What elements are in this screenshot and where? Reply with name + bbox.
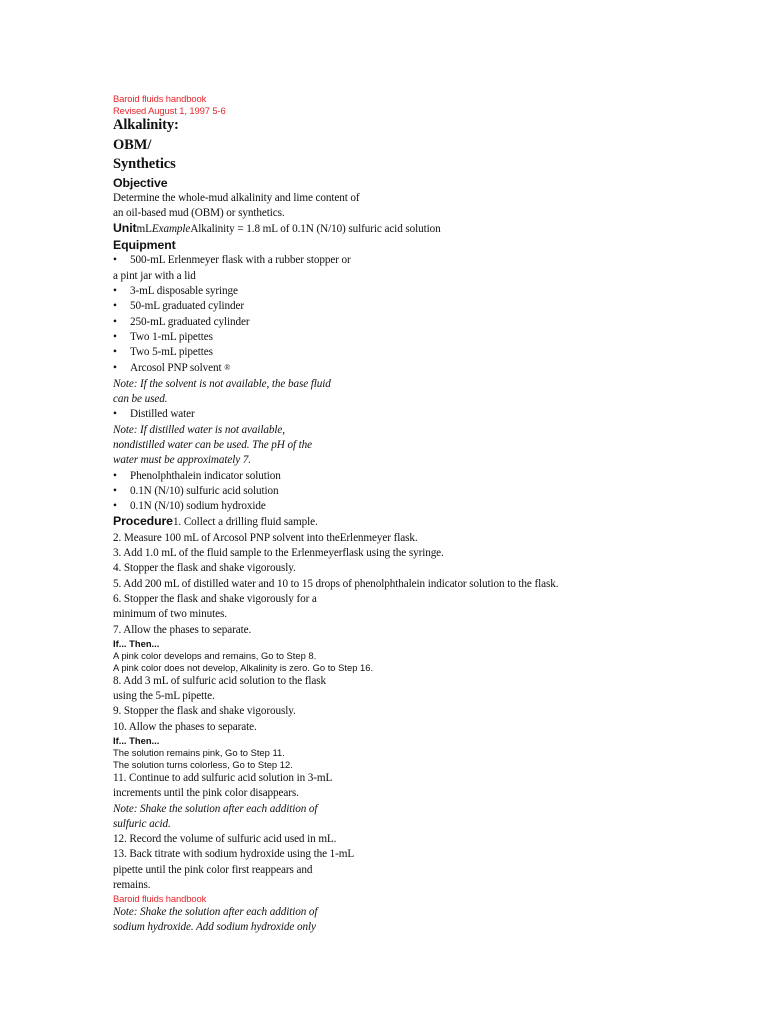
equipment-item-continuation: a pint jar with a lid [113,269,196,282]
example-text: Alkalinity = 1.8 mL of 0.1N (N/10) sulfuric acid solution [190,223,441,236]
procedure-step: 2. Measure 100 mL of Arcosol PNP solvent into theErlenmeyer flask. [113,531,418,544]
title-line-2: OBM/ [113,136,152,153]
equipment-item: • 0.1N (N/10) sodium hydroxide [113,499,673,514]
note-line: Note: If the solvent is not available, the base fluid [113,377,331,390]
note-line: Note: Shake the solution after each addition of [113,802,318,815]
equipment-item: • 0.1N (N/10) sulfuric acid solution [113,484,673,499]
procedure-step: 1. Collect a drilling fluid sample. [172,516,318,529]
if-then-row: A pink color develops and remains, Go to Step 8. [113,649,317,661]
procedure-step: minimum of two minutes. [113,608,227,621]
equipment-item: • Distilled water [113,407,673,422]
equipment-item: • Phenolphthalein indicator solution [113,469,673,484]
procedure-line [113,514,673,530]
note-line: Note: If distilled water is not available, [113,423,285,436]
procedure-heading: Procedure [113,514,173,529]
if-then-heading: If... Then... [113,735,160,746]
document-page [113,93,673,935]
objective-line: an oil-based mud (OBM) or synthetics. [113,206,285,219]
unit-label: Unit [113,221,137,236]
equipment-item [113,360,673,376]
equipment-heading: Equipment [113,238,176,253]
procedure-step: 10. Allow the phases to separate. [113,720,257,733]
objective-heading: Objective [113,175,168,190]
procedure-step: 8. Add 3 mL of sulfuric acid solution to the flask [113,674,327,687]
example-label: Example [151,223,191,236]
procedure-step: 3. Add 1.0 mL of the fluid sample to the Erlenmeyerflask using the syringe. [113,547,444,560]
procedure-step: 7. Allow the phases to separate. [113,623,252,636]
procedure-step: 13. Back titrate with sodium hydroxide using the 1-mL [113,848,355,861]
note-line: can be used. [113,393,168,406]
procedure-step: 12. Record the volume of sulfuric acid used in mL. [113,833,337,846]
procedure-step: remains. [113,879,151,892]
if-then-row: A pink color does not develop, Alkalinity is zero. Go to Step 16. [113,661,374,673]
header-revised: Revised August 1, 1997 5-6 [113,104,226,116]
procedure-step: 11. Continue to add sulfuric acid solution in 3-mL [113,772,333,784]
procedure-step: 4. Stopper the flask and shake vigorously. [113,562,296,575]
equipment-item: • 500-mL Erlenmeyer flask with a rubber stopper or [113,253,673,268]
note-line: Note: Shake the solution after each addition of [113,905,318,918]
procedure-step: 9. Stopper the flask and shake vigorously. [113,705,296,718]
title-line-3: Synthetics [113,156,176,172]
if-then-heading: If... Then... [113,637,160,649]
procedure-step: 6. Stopper the flask and shake vigorously for a [113,592,317,605]
objective-line: Determine the whole-mud alkalinity and lime content of [113,191,360,204]
header-handbook: Baroid fluids handbook [113,93,207,104]
equipment-item: • 3-mL disposable syringe [113,284,673,299]
footer-handbook: Baroid fluids handbook [113,893,207,905]
equipment-item: • 250-mL graduated cylinder [113,315,673,330]
note-line: sulfuric acid. [113,817,171,830]
equipment-item: • Two 1-mL pipettes [113,330,673,345]
procedure-step: increments until the pink color disappears. [113,787,299,800]
procedure-step: using the 5-mL pipette. [113,690,215,703]
equipment-item: • 50-mL graduated cylinder [113,299,673,314]
if-then-row: The solution turns colorless, Go to Step 12. [113,759,293,770]
note-line: nondistilled water can be used. The pH of the [113,438,313,451]
registered-mark: ® [224,363,231,373]
solvent-label: Arcosol PNP solvent [130,362,222,375]
unit-value: mL [136,223,152,236]
if-then-row: The solution remains pink, Go to Step 11. [113,747,285,758]
procedure-step: 5. Add 200 mL of distilled water and 10 to 15 drops of phenolphthalein indicator solution to the flask. [113,577,559,590]
equipment-item: • Two 5-mL pipettes [113,345,673,360]
title-line-1: Alkalinity: [113,117,179,133]
note-line: sodium hydroxide. Add sodium hydroxide only [113,921,316,934]
note-line: water must be approximately 7. [113,454,251,467]
unit-line [113,221,673,237]
procedure-step: pipette until the pink color first reappears and [113,863,313,876]
